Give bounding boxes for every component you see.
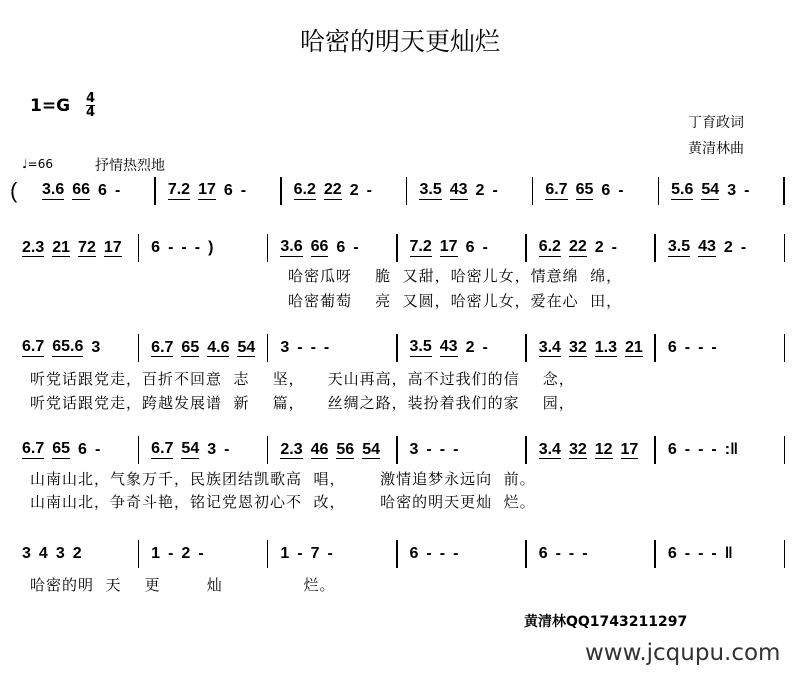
note: 6 xyxy=(223,182,233,199)
note: 6.7 xyxy=(151,440,174,457)
measure xyxy=(527,545,655,563)
measure xyxy=(398,441,526,459)
note: - xyxy=(297,545,303,562)
note: 22 xyxy=(568,238,587,255)
measure xyxy=(282,182,406,200)
note: 6 xyxy=(78,441,87,458)
note: 1 xyxy=(151,545,161,562)
note: - xyxy=(482,339,488,356)
measure xyxy=(139,441,267,459)
note: 6.7 xyxy=(545,181,568,198)
note: 54 xyxy=(181,440,200,457)
note: - xyxy=(711,441,717,458)
note: - xyxy=(711,339,717,356)
note: 2.3 xyxy=(22,238,45,256)
note: 17 xyxy=(198,181,216,198)
note: 17 xyxy=(439,238,458,255)
measure xyxy=(139,239,267,257)
measure xyxy=(656,441,784,459)
note: - xyxy=(327,545,333,562)
note: 17 xyxy=(620,440,639,458)
note: - xyxy=(353,239,359,256)
lyric-line: 哈密瓜呀 脆 又甜，哈密儿女，情意绵 绵， xyxy=(288,267,623,285)
measure xyxy=(139,545,267,563)
barline xyxy=(784,334,786,362)
note: 6.2 xyxy=(293,181,316,198)
note: - xyxy=(426,441,432,458)
note: 4.6 xyxy=(207,338,230,356)
time-signature xyxy=(86,92,95,119)
note: :‖ xyxy=(724,441,739,458)
note: 66 xyxy=(310,238,329,255)
measure xyxy=(268,545,396,563)
note: 6 xyxy=(667,339,677,356)
note: 2 xyxy=(723,239,733,256)
note: - xyxy=(439,545,446,562)
note: 54 xyxy=(701,181,720,198)
note: 6.2 xyxy=(538,238,561,255)
measure xyxy=(10,240,138,257)
measure xyxy=(407,182,531,200)
key-signature: 1=G xyxy=(30,96,71,116)
note: - xyxy=(94,441,101,458)
note: - xyxy=(114,182,121,199)
note: - xyxy=(711,545,717,562)
lyricist-credit: 丁育政词 xyxy=(688,115,744,131)
expression-mark: 抒情热烈地 xyxy=(95,158,165,174)
note: - xyxy=(366,182,372,199)
note: - xyxy=(240,182,247,199)
note: 6 xyxy=(667,545,677,562)
note: - xyxy=(168,545,174,562)
note: 7.2 xyxy=(409,238,432,255)
note: 43 xyxy=(698,238,716,255)
note: 3 xyxy=(280,339,290,356)
measure xyxy=(10,441,138,459)
lyric-line: 山南山北，争奇斗艳，铭记党恩初心不 改， 哈密的明天更灿 烂。 xyxy=(30,493,536,511)
note: - xyxy=(439,441,446,458)
note: 6 xyxy=(98,182,107,199)
note: 43 xyxy=(439,338,458,355)
note: 3.4 xyxy=(538,338,561,356)
note: 3.6 xyxy=(42,181,65,198)
notation-line-4 xyxy=(10,437,785,463)
note: - xyxy=(698,545,704,562)
note: 6 xyxy=(465,239,475,256)
note: - xyxy=(224,441,230,458)
note: - xyxy=(698,441,704,458)
measure xyxy=(527,239,655,257)
barline xyxy=(783,177,785,205)
note: 6.7 xyxy=(22,440,45,457)
note: - xyxy=(310,339,316,356)
note: - xyxy=(482,239,488,256)
note: 7.2 xyxy=(167,181,191,198)
note: 12 xyxy=(594,440,613,458)
note: 54 xyxy=(362,440,380,458)
note: 6 xyxy=(601,182,611,199)
barline xyxy=(784,436,786,464)
note: - xyxy=(684,441,691,458)
note: 56 xyxy=(336,440,355,458)
note: - xyxy=(198,545,204,562)
note: 3 xyxy=(207,441,217,458)
lyric-line: 山南山北，气象万千，民族团结凯歌高 唱， 激情追梦永远向 前。 xyxy=(30,470,536,488)
note: 5.6 xyxy=(671,181,694,198)
note: 2 xyxy=(594,239,604,256)
measure xyxy=(398,545,526,563)
lyric-line: 听党话跟党走，百折不回意 志 坚， 天山再高，高不过我们的信 念， xyxy=(30,370,575,388)
measure xyxy=(656,545,784,563)
measure xyxy=(268,442,396,459)
measure xyxy=(398,339,526,357)
note: 6 xyxy=(336,239,346,256)
measure xyxy=(656,239,784,257)
note: 3 xyxy=(727,182,737,199)
note: 3.4 xyxy=(538,440,561,458)
note: 65 xyxy=(181,338,200,356)
song-title: 哈密的明天更灿烂 xyxy=(299,27,500,56)
measure xyxy=(30,182,154,200)
note: 1 xyxy=(280,545,290,562)
note: 21 xyxy=(624,338,643,356)
measure xyxy=(527,340,655,357)
note: - xyxy=(611,239,617,256)
note: 3.5 xyxy=(667,238,691,255)
website-watermark: www.jcqupu.com xyxy=(585,640,781,666)
note: 65 xyxy=(575,181,594,198)
notation-line-5 xyxy=(10,541,785,567)
lyric-line: 听党话跟党走，跨越发展谱 新 篇， 丝绸之路，装扮着我们的家 园， xyxy=(30,394,575,412)
note: 54 xyxy=(237,338,256,356)
note: 2 xyxy=(72,545,82,562)
barline xyxy=(784,234,786,262)
note: - xyxy=(698,339,704,356)
note: 65.6 xyxy=(52,338,84,355)
note: 3 xyxy=(409,441,419,458)
measure xyxy=(156,182,280,200)
note: 22 xyxy=(323,181,342,198)
note: 46 xyxy=(310,440,329,458)
measure xyxy=(656,339,784,357)
note: - xyxy=(323,339,330,356)
measure xyxy=(398,239,526,257)
note: 3.5 xyxy=(409,338,432,355)
note: 3 xyxy=(22,545,31,562)
note: - xyxy=(168,239,174,256)
note: 2 xyxy=(181,545,191,562)
note: - xyxy=(297,339,303,356)
note: - xyxy=(568,545,575,562)
note: 6 xyxy=(409,545,419,562)
note: 7 xyxy=(310,545,320,562)
note: 2.3 xyxy=(280,440,303,458)
note: 6 xyxy=(151,239,161,256)
note: 43 xyxy=(449,181,468,198)
note: - xyxy=(194,239,201,256)
lyric-line: 哈密的明 天 更 灿 烂。 xyxy=(30,576,336,594)
note: 3.6 xyxy=(280,238,303,255)
note: 72 xyxy=(78,238,96,256)
measure xyxy=(10,339,138,357)
note: 32 xyxy=(568,440,587,458)
note: - xyxy=(740,239,747,256)
note: 3 xyxy=(91,339,101,356)
measure xyxy=(268,239,396,257)
arranger-signature: 黄清林QQ1743211297 xyxy=(524,614,688,630)
note: - xyxy=(684,339,691,356)
note: 4 xyxy=(38,545,48,562)
note: - xyxy=(744,182,750,199)
measure xyxy=(10,545,138,563)
time-signature-bottom: 4 xyxy=(86,105,96,120)
note: 2 xyxy=(349,182,359,199)
note: 6 xyxy=(667,441,677,458)
time-signature-top: 4 xyxy=(86,91,96,106)
note: 6.7 xyxy=(151,338,174,356)
notation-line-2 xyxy=(10,235,785,261)
measure xyxy=(527,442,655,459)
note: - xyxy=(618,182,624,199)
note: - xyxy=(453,545,459,562)
notation-line-3 xyxy=(10,335,785,361)
note: - xyxy=(181,239,187,256)
note: 2 xyxy=(465,339,475,356)
note: 3 xyxy=(55,545,65,562)
note: - xyxy=(684,545,691,562)
note: - xyxy=(492,182,498,199)
note: 2 xyxy=(475,182,485,199)
note: - xyxy=(555,545,561,562)
note: ) xyxy=(208,239,214,256)
note: ‖ xyxy=(724,545,733,562)
note: 1.3 xyxy=(594,338,617,356)
note: - xyxy=(426,545,432,562)
measure xyxy=(659,182,783,200)
tempo-mark: ♩=66 xyxy=(22,157,53,171)
repeat-paren: ( xyxy=(10,178,18,203)
note: 32 xyxy=(568,338,587,356)
note: - xyxy=(453,441,459,458)
note: 6 xyxy=(538,545,548,562)
notation-line-1 xyxy=(10,178,785,204)
note: 3.5 xyxy=(419,181,442,198)
note: 65 xyxy=(52,440,71,457)
measure xyxy=(139,340,267,357)
lyric-line: 哈密葡萄 亮 又圆，哈密儿女，爱在心 田， xyxy=(288,292,623,310)
note: - xyxy=(582,545,588,562)
note: 21 xyxy=(52,238,71,256)
barline xyxy=(784,540,786,568)
measure xyxy=(268,339,396,357)
note: 6.7 xyxy=(22,338,45,355)
composer-credit: 黄清林曲 xyxy=(688,141,744,157)
note: 66 xyxy=(72,181,91,198)
measure xyxy=(533,182,657,200)
note: 17 xyxy=(103,238,122,256)
